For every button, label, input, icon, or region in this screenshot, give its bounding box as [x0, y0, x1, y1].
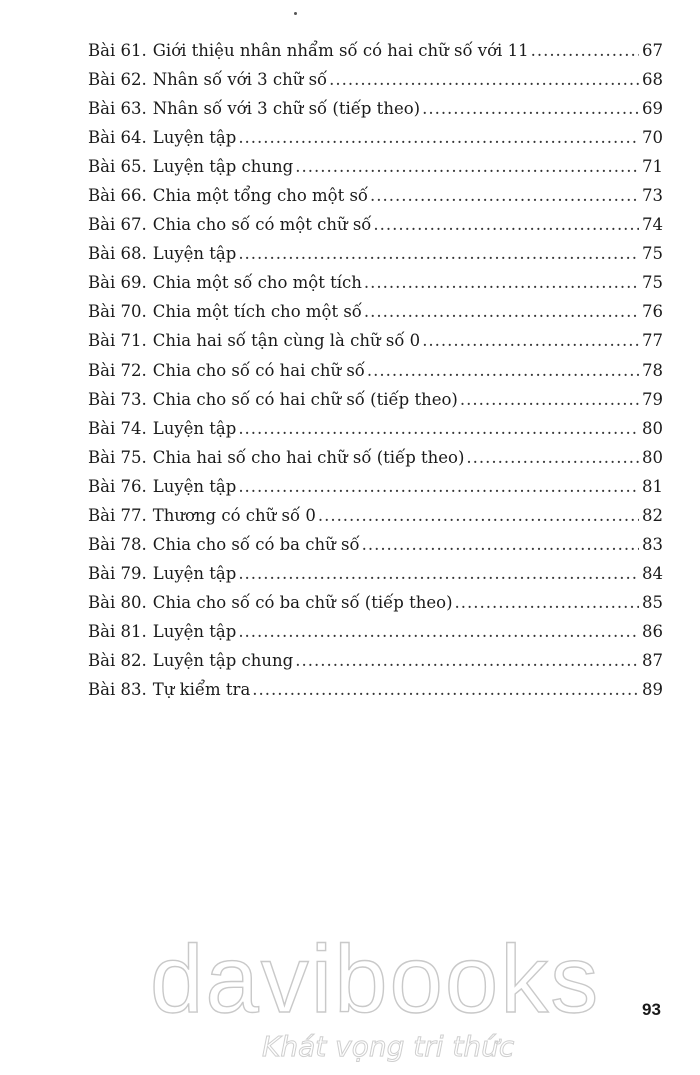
toc-page-number: 70 — [642, 128, 663, 148]
print-speck — [294, 12, 297, 15]
toc-page-number: 68 — [642, 70, 663, 90]
toc-dot-leader — [238, 123, 639, 152]
toc-row — [88, 326, 663, 355]
toc-page-number: 79 — [642, 389, 663, 409]
toc-lesson-title: Luyện tập — [152, 476, 237, 496]
toc-lesson-number: Bài 80. — [88, 592, 147, 612]
toc-page-number: 73 — [642, 186, 663, 206]
toc-dot-leader — [295, 152, 639, 181]
toc-lesson-number: Bài 62. — [88, 70, 147, 90]
toc-lesson-title: Nhân số với 3 chữ số — [152, 70, 328, 90]
toc-lesson-number: Bài 73. — [88, 389, 147, 409]
toc-dot-leader — [238, 617, 639, 646]
toc-row — [88, 646, 663, 675]
toc-dot-leader — [370, 181, 639, 210]
toc-dot-leader — [252, 675, 639, 704]
toc-dot-leader — [238, 414, 639, 443]
toc-page-number: 78 — [642, 360, 663, 380]
toc-lesson-title: Chia cho số có ba chữ số — [152, 534, 360, 554]
toc-row — [88, 268, 663, 297]
toc-lesson-title: Luyện tập — [152, 563, 237, 583]
toc-row — [88, 414, 663, 443]
watermark-slogan: Khát vọng tri thức — [262, 1030, 515, 1063]
toc-row — [88, 239, 663, 268]
toc-lesson-number: Bài 66. — [88, 186, 147, 206]
toc-row — [88, 210, 663, 239]
toc-page-number: 75 — [642, 273, 663, 293]
toc-dot-leader — [364, 297, 639, 326]
toc-row — [88, 530, 663, 559]
toc-row — [88, 588, 663, 617]
toc-page-number: 74 — [642, 215, 663, 235]
toc-lesson-number: Bài 74. — [88, 418, 147, 438]
toc-dot-leader — [373, 210, 639, 239]
toc-page-number: 80 — [642, 447, 663, 467]
toc-row — [88, 675, 663, 704]
toc-lesson-number: Bài 65. — [88, 157, 147, 177]
toc-page-number: 67 — [642, 41, 663, 60]
toc-lesson-title: Luyện tập chung — [152, 157, 294, 177]
toc-row — [88, 123, 663, 152]
toc-lesson-number: Bài 79. — [88, 563, 147, 583]
toc-page-number: 89 — [642, 680, 663, 700]
toc-dot-leader — [329, 65, 639, 94]
toc-dot-leader — [295, 646, 639, 675]
toc-dot-leader — [238, 472, 639, 501]
toc-lesson-title: Chia cho số có ba chữ số (tiếp theo) — [152, 592, 453, 612]
toc-row — [88, 472, 663, 501]
toc-lesson-title: Luyện tập — [152, 128, 237, 148]
toc-lesson-title: Luyện tập — [152, 418, 237, 438]
toc-lesson-number: Bài 63. — [88, 99, 147, 119]
toc-page-number: 82 — [642, 505, 663, 525]
toc-lesson-number: Bài 71. — [88, 331, 147, 351]
toc-lesson-title: Chia một tổng cho một số — [152, 186, 369, 206]
toc-lesson-title: Nhân số với 3 chữ số (tiếp theo) — [152, 99, 421, 119]
toc-row — [88, 94, 663, 123]
toc-page-number: 75 — [642, 244, 663, 264]
toc-lesson-number: Bài 77. — [88, 505, 147, 525]
toc-dot-leader — [422, 94, 639, 123]
toc-dot-leader — [460, 385, 639, 414]
toc-lesson-title: Luyện tập chung — [152, 650, 294, 670]
toc-page-number: 86 — [642, 621, 663, 641]
toc-row — [88, 617, 663, 646]
toc-lesson-number: Bài 76. — [88, 476, 147, 496]
toc-lesson-title: Chia cho số có hai chữ số — [152, 360, 365, 380]
toc-row — [88, 65, 663, 94]
toc-lesson-number: Bài 64. — [88, 128, 147, 148]
table-of-contents — [88, 36, 663, 704]
toc-lesson-title: Chia hai số tận cùng là chữ số 0 — [152, 331, 421, 351]
toc-lesson-title: Chia một số cho một tích — [152, 273, 362, 293]
toc-dot-leader — [318, 501, 639, 530]
toc-lesson-number: Bài 61. — [88, 41, 147, 60]
toc-lesson-number: Bài 75. — [88, 447, 147, 467]
page-number: 93 — [642, 1000, 661, 1019]
toc-page-number: 71 — [642, 157, 663, 177]
toc-page-number: 87 — [642, 650, 663, 670]
toc-lesson-number: Bài 69. — [88, 273, 147, 293]
toc-page-number: 77 — [642, 331, 663, 351]
toc-lesson-number: Bài 72. — [88, 360, 147, 380]
toc-page-number: 76 — [642, 302, 663, 322]
toc-page-number: 84 — [642, 563, 663, 583]
toc-row — [88, 443, 663, 472]
toc-dot-leader — [364, 268, 639, 297]
toc-row — [88, 181, 663, 210]
toc-row — [88, 501, 663, 530]
toc-lesson-number: Bài 83. — [88, 680, 147, 700]
toc-page-number: 85 — [642, 592, 663, 612]
toc-dot-leader — [531, 36, 639, 65]
toc-dot-leader — [466, 443, 639, 472]
toc-dot-leader — [238, 559, 639, 588]
toc-lesson-title: Chia cho số có hai chữ số (tiếp theo) — [152, 389, 458, 409]
watermark-brand: davibooks — [150, 926, 601, 1033]
toc-row — [88, 559, 663, 588]
toc-lesson-title: Luyện tập — [152, 621, 237, 641]
toc-dot-leader — [362, 530, 639, 559]
toc-lesson-number: Bài 82. — [88, 650, 147, 670]
toc-lesson-number: Bài 81. — [88, 621, 147, 641]
toc-row — [88, 385, 663, 414]
toc-page-number: 83 — [642, 534, 663, 554]
toc-dot-leader — [455, 588, 639, 617]
toc-lesson-title: Chia hai số cho hai chữ số (tiếp theo) — [152, 447, 465, 467]
toc-lesson-title: Chia cho số có một chữ số — [152, 215, 372, 235]
toc-dot-leader — [422, 326, 639, 355]
toc-lesson-number: Bài 67. — [88, 215, 147, 235]
toc-row — [88, 297, 663, 326]
toc-lesson-title: Chia một tích cho một số — [152, 302, 362, 322]
toc-dot-leader — [367, 356, 639, 385]
toc-row — [88, 356, 663, 385]
toc-lesson-title: Giới thiệu nhân nhẩm số có hai chữ số với 11 — [152, 41, 529, 60]
toc-lesson-title: Luyện tập — [152, 244, 237, 264]
toc-page-number: 81 — [642, 476, 663, 496]
toc-row — [88, 152, 663, 181]
toc-lesson-title: Tự kiểm tra — [152, 680, 251, 700]
toc-dot-leader — [238, 239, 639, 268]
toc-lesson-number: Bài 68. — [88, 244, 147, 264]
toc-lesson-title: Thương có chữ số 0 — [152, 505, 316, 525]
toc-page-number: 80 — [642, 418, 663, 438]
toc-row — [88, 36, 663, 65]
toc-lesson-number: Bài 70. — [88, 302, 147, 322]
toc-page-number: 69 — [642, 99, 663, 119]
toc-lesson-number: Bài 78. — [88, 534, 147, 554]
